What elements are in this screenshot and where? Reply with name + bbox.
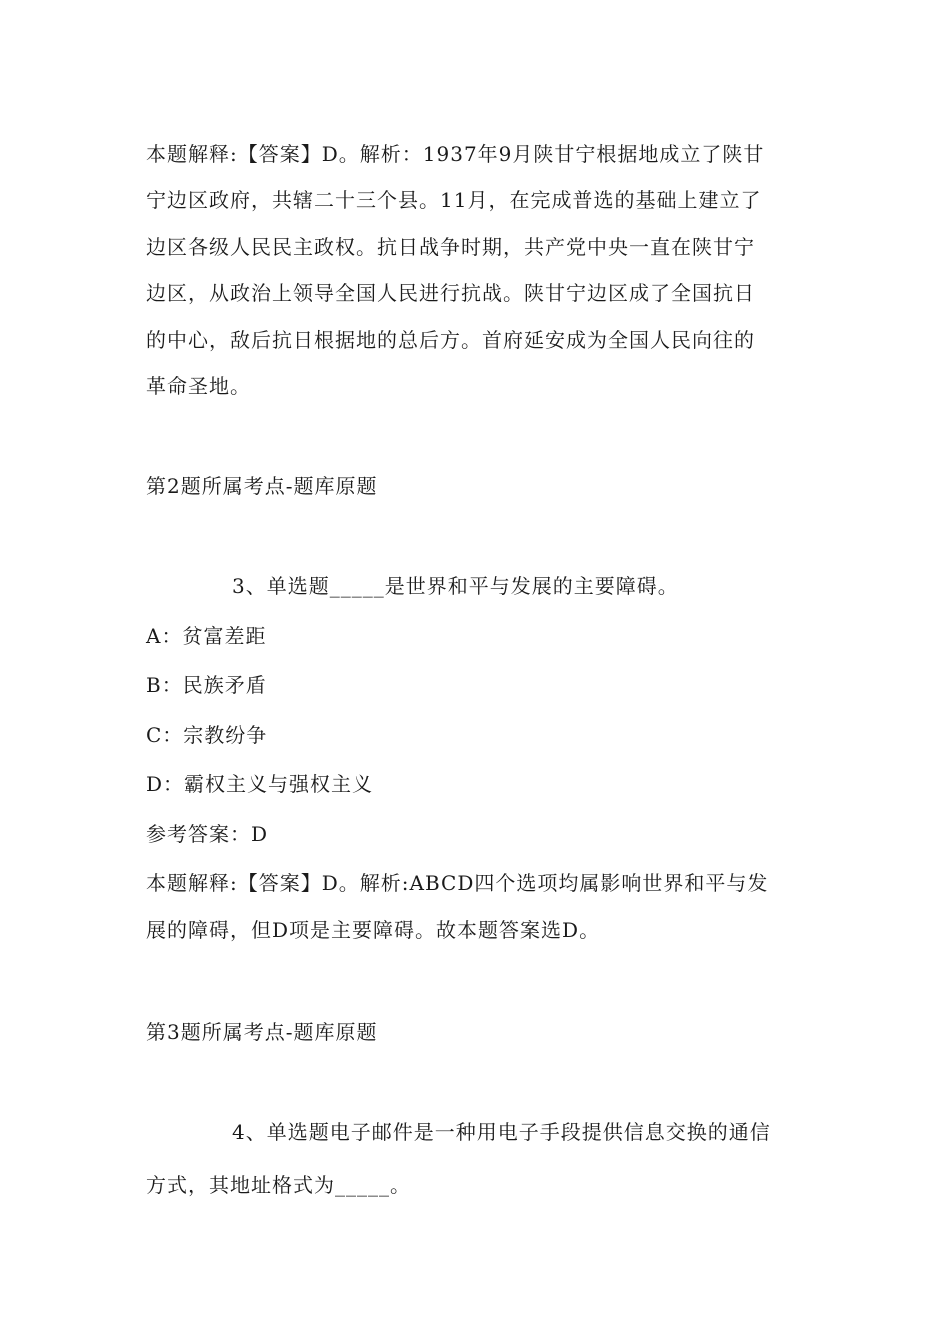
q3-answer: 参考答案：D — [146, 822, 269, 846]
q3-explanation-line-2: 展的障碍，但D项是主要障碍。故本题答案选D。 — [146, 918, 601, 942]
q2-knowledge-point: 第2题所属考点-题库原题 — [146, 474, 378, 498]
q2-explanation-line-3: 边区各级人民民主政权。抗日战争时期，共产党中央一直在陕甘宁 — [146, 235, 755, 259]
q3-option-b: B：民族矛盾 — [146, 673, 267, 697]
q3-option-a: A：贫富差距 — [146, 624, 267, 648]
q2-explanation-line-5: 的中心，敌后抗日根据地的总后方。首府延安成为全国人民向往的 — [146, 328, 755, 352]
q3-option-d: D：霸权主义与强权主义 — [146, 772, 374, 796]
q3-explanation-line-1: 本题解释:【答案】D。解析:ABCD四个选项均属影响世界和平与发 — [146, 871, 769, 895]
q4-question-line-1: 4、单选题电子邮件是一种用电子手段提供信息交换的通信 — [232, 1120, 771, 1144]
q3-question: 3、单选题_____是世界和平与发展的主要障碍。 — [232, 574, 679, 598]
q3-knowledge-point: 第3题所属考点-题库原题 — [146, 1020, 378, 1044]
q2-explanation-line-6: 革命圣地。 — [146, 374, 251, 398]
q3-option-c: C：宗教纷争 — [146, 723, 268, 747]
q2-explanation-line-1: 本题解释:【答案】D。解析：1937年9月陕甘宁根据地成立了陕甘 — [146, 142, 765, 166]
q2-explanation-line-4: 边区，从政治上领导全国人民进行抗战。陕甘宁边区成了全国抗日 — [146, 281, 755, 305]
q4-question-line-2: 方式，其地址格式为_____。 — [146, 1173, 411, 1197]
q2-explanation-line-2: 宁边区政府，共辖二十三个县。11月，在完成普选的基础上建立了 — [146, 188, 762, 212]
